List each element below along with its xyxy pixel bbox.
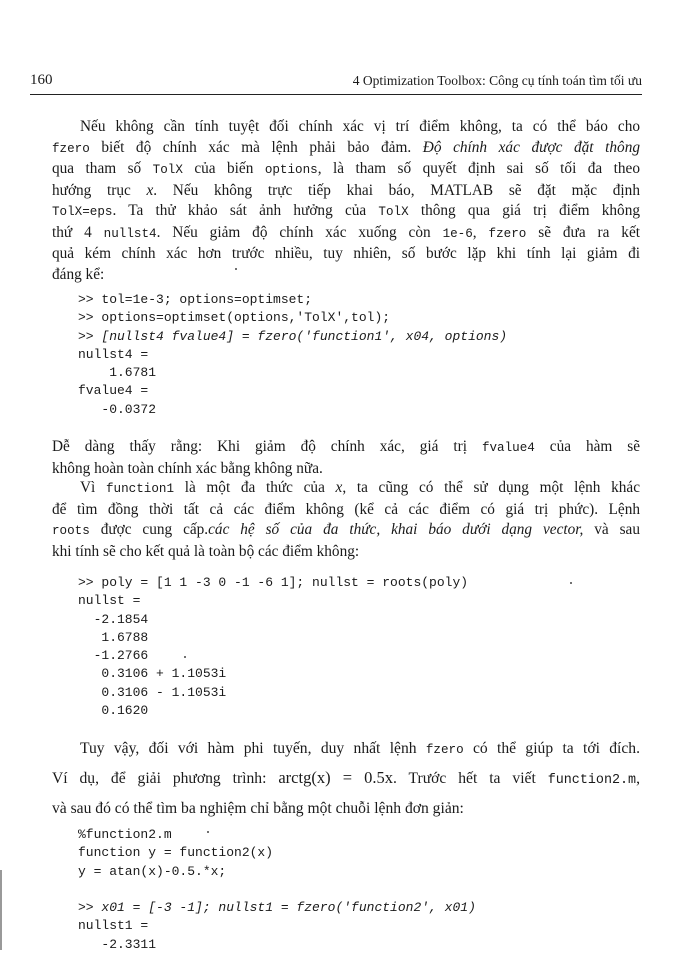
page-number: 160 [30,72,53,88]
para1-line3-a: qua tham số [52,160,153,177]
code3-line1: %function2.m [78,827,172,842]
para4-line2-c: , [636,770,641,787]
para3-line1 [52,478,640,500]
para1-line4 [52,181,640,202]
para1-line5-b: thông qua giá trị điểm không [408,202,640,219]
code1-line5: 1.6781 [78,365,157,381]
para3-line3 [52,520,640,542]
code2-line1: >> poly = [1 1 -3 0 -1 -6 1]; nullst = roots(poly) [78,575,469,590]
code2-line4: 1.6788 [78,629,149,645]
code-1e-6: 1e-6 [442,226,473,241]
code2-line5: -1.2766 [78,648,149,664]
scan-speck [570,582,572,584]
paragraph-roots [52,478,640,562]
code-function2-m: function2.m [547,773,637,788]
code-fzero-2: fzero [488,226,527,241]
page-header [30,72,642,95]
para3-line1-a: Vì [80,479,106,496]
para1-line6 [52,223,640,245]
para1-line2 [52,138,640,160]
code-block-function2 [78,826,476,954]
para3-line3-italic: các hệ số của đa thức, khai báo dưới dạng vector, [208,521,584,538]
para2-line1 [52,437,640,459]
para2-line1-a: Dễ dàng thấy rằng: Khi giảm độ chính xác, giá trị [52,438,482,455]
running-title: 4 Optimization Toolbox: Công cụ tính toán tìm tối ưu [352,73,642,88]
code1-line6: fvalue4 = [78,383,149,399]
para1-line3-c: , là tham số quyết định sai số tối đa theo [317,160,640,177]
para1-line5-a: . Ta thử khảo sát ảnh hưởng của [112,202,379,219]
code-function1: function1 [105,482,175,496]
para3-line2: để tìm đồng thời tất cả các điểm không (kể cả các điểm có giá trị phức). Lệnh [52,500,640,518]
para1-line6-b: . Nếu giảm độ chính xác xuống còn [156,223,443,241]
code1-line4: nullst4 = [78,346,149,362]
para1-line6-d: sẽ đưa ra kết [526,223,640,241]
code-fzero-3: fzero [425,743,464,757]
code2-line8: 0.1620 [78,703,149,719]
code2-line7: 0.3106 - 1.1053i [78,684,227,700]
code-block-tolerance [78,291,507,419]
para3-line1-b: là một đa thức của [174,479,336,496]
scan-edge-shadow [0,870,2,950]
para3-line3-b: và sau [583,521,640,538]
code3-line7: -2.3311 [78,936,157,952]
para4-line2-b: . Trước hết ta viết [393,770,548,787]
para4-line3: và sau đó có thể tìm ba nghiệm chỉ bằng một chuỗi lệnh đơn giản: [52,800,464,817]
para4-line1-a: Tuy vậy, đối với hàm phi tuyến, duy nhất lệnh [80,740,426,757]
code2-line3: -2.1854 [78,611,149,627]
scan-speck [207,831,209,833]
code-roots: roots [52,524,90,538]
para1-line8: đáng kể: [52,265,105,283]
para1-line1: Nếu không cần tính tuyệt đối chính xác vị trí điểm không, ta có thể báo cho [80,118,640,135]
code2-line2: nullst = [78,593,141,609]
code3-line3: y = atan(x)-0.5.*x; [78,863,227,879]
code-block-roots [78,574,468,720]
para1-line2-italic: Độ chính xác được đặt thông [422,138,640,156]
code-tolx-eps: TolX=eps [52,205,113,219]
para3-line3-a: được cung cấp. [89,521,209,538]
code-fvalue4: fvalue4 [481,441,535,455]
para1-line7: quả kém chính xác hơn trước nhiều, tuy nhiên, số bước lặp khi tính lại giảm đi [52,245,640,262]
para2-line2: không hoàn toàn chính xác bằng không nữa. [52,459,323,477]
para1-line4-b: . Nếu không trực tiếp khai báo, MATLAB sẽ đặt mặc định [153,181,640,199]
para1-line6-c: , [472,223,489,241]
code1-line2: >> options=optimset(options,'TolX',tol); [78,310,391,326]
code-tolx-2: TolX [378,205,409,219]
para4-line1 [52,735,640,764]
equation-arctg: arctg(x) = 0.5x [278,768,394,787]
para1-line5 [52,201,640,223]
paragraph-fvalue [52,437,640,479]
code1-line7: -0.0372 [78,401,157,417]
scan-speck [235,268,237,270]
code-tolx: TolX [152,163,183,177]
code-nullst4: nullst4 [103,226,157,241]
paragraph-fzero-nonlinear [52,735,640,823]
code-options: options [264,163,318,177]
code3-line6: nullst1 = [78,918,149,934]
code3-line5: >> x01 = [-3 -1]; nullst1 = fzero('function2', x01) [78,900,476,916]
para4-line1-b: có thể giúp ta tới đích. [463,740,640,757]
code1-line1: >> tol=1e-3; options=optimset; [78,292,313,307]
code-fzero: fzero [52,141,90,156]
para1-line4-a: hướng trục [52,181,147,199]
para4-line2 [52,764,640,795]
para2-line1-b: của hàm sẽ [534,438,640,455]
var-x-2: x [335,479,343,496]
para1-line3-b: của biến [182,160,265,177]
scan-speck [184,656,186,658]
code1-line3: >> [nullst4 fvalue4] = fzero('function1', x04, options) [78,328,508,344]
para1-line2-text: biết độ chính xác mà lệnh phải bảo đảm. [89,138,423,156]
para3-line4: khi tính sẽ cho kết quả là toàn bộ các điểm không: [52,542,360,560]
code2-line6: 0.3106 + 1.1053i [78,666,227,682]
para1-line3 [52,159,640,181]
var-x: x [146,181,154,199]
paragraph-tolerance [52,117,640,285]
para1-line6-a: thứ 4 [52,223,104,241]
para4-line2-a: Ví dụ, để giải phương trình: [52,770,279,787]
code3-line2: function y = function2(x) [78,845,274,861]
para3-line1-c: , ta cũng có thể sử dụng một lệnh khác [342,479,640,496]
